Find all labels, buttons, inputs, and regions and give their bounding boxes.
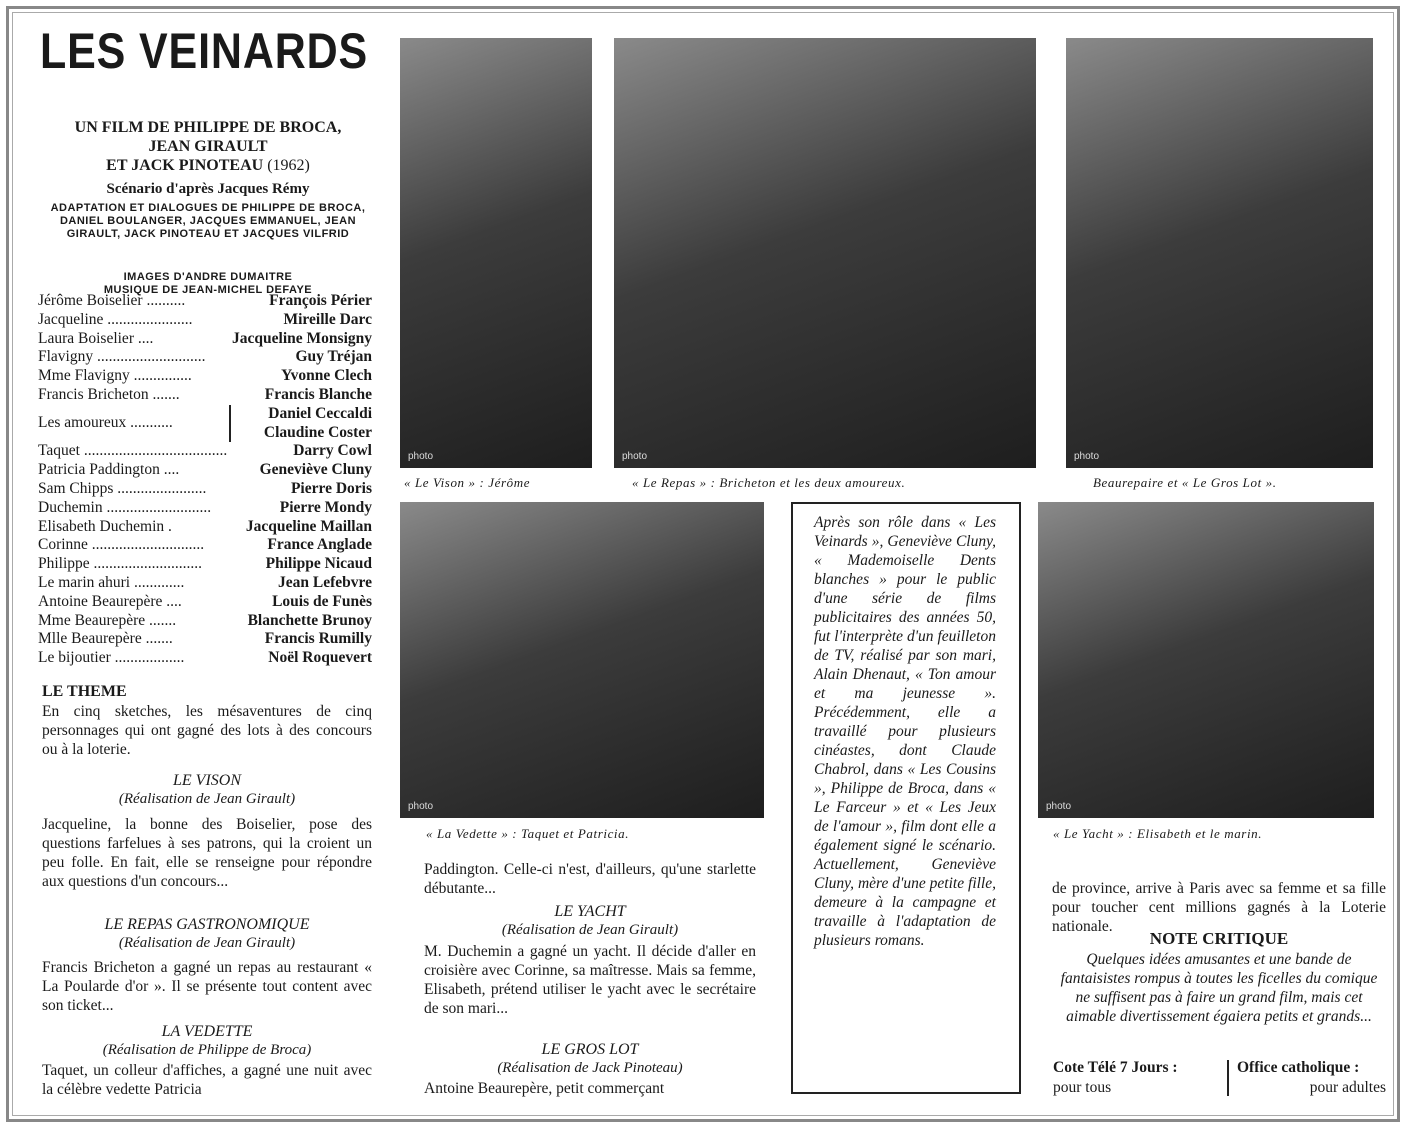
photo-grolot-image	[1066, 38, 1373, 468]
critique-heading: NOTE CRITIQUE	[1149, 929, 1289, 948]
cast-actor: Jacqueline Monsigny	[232, 329, 372, 347]
sidebar-text: Après son rôle dans « Les Veinards », Geneviève Cluny, « Mademoiselle Dents blanches » pour le public d'une série de films publicitaires des années 50, fut l'interprète d'un feuilleton de TV, réalisé par son mari, Alain Dhenaut, « Ton amour et ma jeunesse ». Précédemment, elle a travaillé pour plusieurs cinéastes, dont Claude Chabrol, dans « Les Cousins », Philippe de Broca, dans « Le Farceur » et « Les Jeux de l'amour », film dont elle a également signé le scénario. Actuellement, Geneviève Cluny, mère d'une petite fille, demeure à la campagne et travaille à l'adaptation de plusieurs romans.	[814, 514, 996, 949]
cast-row	[38, 574, 372, 593]
cast-actor: Pierre Doris	[290, 479, 372, 497]
cast-row	[38, 367, 372, 386]
vison-title: LE VISON	[173, 772, 241, 789]
vedette-title: LA VEDETTE	[161, 1023, 253, 1040]
cast-role: Taquet .....................................	[38, 442, 228, 460]
cast-row	[38, 424, 372, 443]
photo-grolot-label: photo	[1074, 451, 1100, 462]
yacht-real: (Réalisation de Jean Girault)	[501, 922, 679, 938]
repas-real: (Réalisation de Jean Girault)	[118, 935, 296, 951]
cast-row	[38, 480, 372, 499]
cast-row	[38, 330, 372, 349]
theme-text: En cinq sketches, les mésaventures de cinq personnages qui ont gagné des lots à des concours ou à la loterie.	[42, 703, 372, 758]
cast-row	[38, 649, 372, 668]
cast-row	[38, 518, 372, 537]
cast-row	[38, 593, 372, 612]
credits-scenario: Scénario d'après Jacques Rémy	[106, 181, 310, 197]
cast-row	[38, 386, 372, 405]
cast-role: Patricia Paddington ....	[38, 461, 180, 479]
yacht-text: M. Duchemin a gagné un yacht. Il décide d'aller en croisière avec Corinne, sa maîtresse. Mais sa femme, Elisabeth, prétend utiliser le yacht avec le secrétaire de son mari...	[424, 943, 756, 1017]
photo-grolot	[1066, 38, 1373, 468]
rating-office-value: pour adultes	[1309, 1079, 1386, 1096]
cast-row	[38, 612, 372, 631]
photo-vedette	[400, 502, 764, 818]
grolot-real: (Réalisation de Jack Pinoteau)	[497, 1060, 683, 1076]
cast-row	[38, 630, 372, 649]
cast-role: Jacqueline ......................	[38, 310, 193, 328]
cast-actor: Francis Blanche	[264, 385, 372, 403]
grolot-text: Antoine Beaurepère, petit commerçant	[424, 1080, 665, 1097]
caption-vedette: « La Vedette » : Taquet et Patricia.	[426, 826, 630, 841]
credits-line3	[40, 156, 376, 175]
vedette-real: (Réalisation de Philippe de Broca)	[102, 1042, 312, 1058]
cast-row	[38, 292, 372, 311]
cast-actor: Daniel Ceccaldi	[268, 404, 372, 422]
caption-yacht: « Le Yacht » : Elisabeth et le marin.	[1053, 826, 1263, 841]
credits-year: (1962)	[267, 157, 310, 174]
photo-vedette-label: photo	[408, 801, 434, 812]
cast-actor: Jacqueline Maillan	[245, 517, 372, 535]
credits-adaptation: ADAPTATION ET DIALOGUES DE PHILIPPE DE BROCA, DANIEL BOULANGER, JACQUES EMMANUEL, JEAN GIRAULT, JACK PINOTEAU ET JACQUES VILFRID	[50, 202, 366, 240]
cast-role: Flavigny ............................	[38, 348, 206, 366]
credits-musique: MUSIQUE DE JEAN-MICHEL DEFAYE	[103, 284, 313, 296]
caption-repas: « Le Repas » : Bricheton et les deux amoureux.	[632, 475, 906, 490]
cast-actor: Philippe Nicaud	[265, 555, 372, 573]
photo-vison-label: photo	[408, 451, 434, 462]
yacht-title: LE YACHT	[554, 903, 626, 920]
cast-role: Sam Chipps .......................	[38, 479, 207, 497]
rating-office-label: Office catholique :	[1237, 1059, 1360, 1076]
cast-row	[38, 442, 372, 461]
ratings-divider	[1227, 1060, 1229, 1096]
cast-actor: Jean Lefebvre	[278, 573, 372, 591]
cast-role: Mme Flavigny ...............	[38, 367, 192, 385]
cast-row	[38, 461, 372, 480]
cast-actor: Francis Rumilly	[264, 630, 372, 648]
cast-actor: Darry Cowl	[293, 442, 372, 460]
caption-vison: « Le Vison » : Jérôme	[404, 475, 531, 490]
cast-role: Jérôme Boiselier ..........	[38, 292, 186, 309]
cast-actor: Guy Tréjan	[295, 348, 372, 366]
cast-actor: François Périer	[269, 292, 372, 309]
vison-real: (Réalisation de Jean Girault)	[118, 791, 296, 807]
cast-row	[38, 555, 372, 574]
rating-tele-label: Cote Télé 7 Jours :	[1053, 1059, 1178, 1076]
cast-list	[38, 292, 372, 668]
vedette-cont-text: Paddington. Celle-ci n'est, d'ailleurs, qu'une starlette débutante...	[424, 861, 756, 897]
photo-yacht	[1038, 502, 1374, 818]
cast-actor: France Anglade	[267, 536, 372, 554]
caption-grolot: Beaurepaire et « Le Gros Lot ».	[1093, 475, 1277, 490]
cast-role: Elisabeth Duchemin .	[38, 517, 172, 535]
cast-role: Mlle Beaurepère .......	[38, 630, 173, 648]
cast-row	[38, 536, 372, 555]
photo-vedette-image	[400, 502, 764, 818]
photo-repas-image	[614, 38, 1036, 468]
cast-row	[38, 311, 372, 330]
cast-row	[38, 499, 372, 518]
cast-row	[38, 348, 372, 367]
cast-role: Duchemin ...........................	[38, 498, 212, 516]
cast-role: Les amoureux ...........	[38, 413, 173, 431]
cast-actor: Geneviève Cluny	[259, 461, 372, 479]
vedette-text: Taquet, un colleur d'affiches, a gagné une nuit avec la célèbre vedette Patricia	[42, 1062, 372, 1098]
critique-text: Quelques idées amusantes et une bande de fantaisistes rompus à toutes les ficelles du comique ne suffisent pas à faire un grand film, mais cet aimable divertissement égaiera petits et grands...	[1060, 951, 1378, 1025]
rating-tele-value: pour tous	[1053, 1079, 1112, 1096]
cast-role: Le bijoutier ..................	[38, 649, 185, 667]
cast-role: Antoine Beaurepère ....	[38, 592, 182, 610]
cast-actor: Blanchette Brunoy	[247, 611, 372, 629]
cast-actor: Claudine Coster	[263, 423, 372, 441]
cast-actor: Pierre Mondy	[279, 498, 372, 516]
photo-repas-label: photo	[622, 451, 648, 462]
photo-vison-image	[400, 38, 592, 468]
repas-title: LE REPAS GASTRONOMIQUE	[104, 916, 310, 933]
cast-actor: Mireille Darc	[283, 310, 372, 328]
theme-heading: LE THEME	[42, 683, 127, 700]
credits-directors	[40, 118, 376, 175]
film-title: LES VEINARDS	[40, 23, 369, 79]
cast-actor: Louis de Funès	[272, 592, 372, 610]
cast-role: Philippe ............................	[38, 555, 203, 573]
grolot-cont-text: de province, arrive à Paris avec sa femme et sa fille pour toucher cent millions gagnés à la Loterie nationale.	[1052, 880, 1386, 935]
photo-yacht-image	[1038, 502, 1374, 818]
credits-images: IMAGES D'ANDRE DUMAITRE	[123, 271, 293, 283]
vison-text: Jacqueline, la bonne des Boiselier, pose des questions farfelues à ses patrons, qui la croient un peu folle. En fait, elle se renseigne pour répondre aux questions d'un concours...	[42, 816, 372, 890]
cast-actor: Yvonne Clech	[281, 367, 372, 385]
credits-line3-text: ET JACK PINOTEAU	[106, 157, 264, 174]
cast-role: Mme Beaurepère .......	[38, 611, 177, 629]
cast-role: Francis Bricheton .......	[38, 385, 180, 403]
cast-role: Corinne .............................	[38, 536, 205, 554]
credits-line2: JEAN GIRAULT	[148, 138, 268, 155]
cast-role: Le marin ahuri .............	[38, 573, 185, 591]
credits-line1: UN FILM DE PHILIPPE DE BROCA,	[74, 119, 342, 136]
photo-vison	[400, 38, 592, 468]
photo-repas	[614, 38, 1036, 468]
cast-role: Laura Boiselier ....	[38, 329, 154, 347]
grolot-title: LE GROS LOT	[541, 1041, 639, 1058]
cast-row	[38, 404, 372, 431]
repas-text: Francis Bricheton a gagné un repas au restaurant « La Poularde d'or ». Il se présente tout content avec son ticket...	[42, 959, 372, 1014]
cast-actor: Noël Roquevert	[268, 649, 372, 667]
photo-yacht-label: photo	[1046, 801, 1072, 812]
